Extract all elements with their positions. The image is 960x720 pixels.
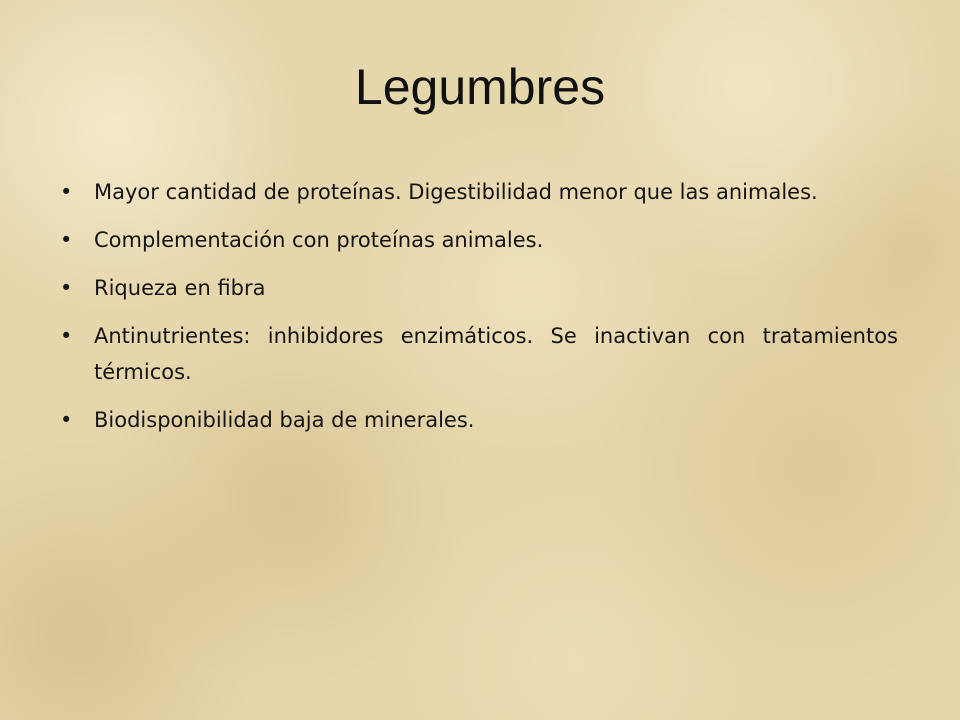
bullet-text: Biodisponibilidad baja de minerales. xyxy=(94,408,475,432)
bullet-item xyxy=(60,318,898,390)
bullet-list xyxy=(60,174,898,450)
bullet-text: Mayor cantidad de proteínas. Digestibilidad menor que las animales. xyxy=(94,180,818,204)
bullet-item xyxy=(60,174,898,210)
bullet-dot: • xyxy=(60,180,73,204)
bullet-item xyxy=(60,270,898,306)
slide-title: Legumbres xyxy=(354,59,606,115)
bullet-text: Riqueza en fibra xyxy=(94,276,266,300)
bullet-dot: • xyxy=(60,408,73,432)
bullet-dot: • xyxy=(60,276,73,300)
bullet-dot: • xyxy=(60,324,73,348)
bullet-text: Complementación con proteínas animales. xyxy=(94,228,544,252)
bullet-item xyxy=(60,222,898,258)
bullet-dot: • xyxy=(60,228,73,252)
bullet-text: Antinutrientes: inhibidores enzimáticos. Se inactivan con tratamientos térmicos. xyxy=(94,324,898,384)
bullet-item xyxy=(60,402,898,438)
